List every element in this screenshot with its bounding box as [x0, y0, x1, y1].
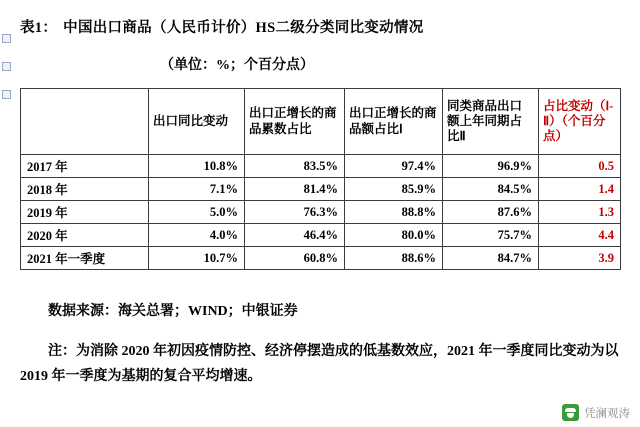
row-label: 2018 年 — [21, 178, 149, 201]
row-value: 88.6% — [345, 247, 443, 270]
row-value-change: 0.5 — [539, 155, 621, 178]
row-value: 83.5% — [245, 155, 345, 178]
row-value: 10.8% — [149, 155, 245, 178]
row-value: 75.7% — [443, 224, 539, 247]
table-row — [21, 247, 621, 270]
export-growth-table — [20, 88, 621, 270]
table-header-col1: 出口同比变动 — [149, 89, 245, 155]
row-value: 84.7% — [443, 247, 539, 270]
row-value: 87.6% — [443, 201, 539, 224]
table-header-row — [21, 89, 621, 155]
row-value: 4.0% — [149, 224, 245, 247]
margin-mark — [2, 62, 11, 71]
table-title-label: 表1： — [20, 20, 58, 36]
row-value-change: 4.4 — [539, 224, 621, 247]
row-value: 96.9% — [443, 155, 539, 178]
table-row — [21, 224, 621, 247]
row-value-change: 1.4 — [539, 178, 621, 201]
row-value: 7.1% — [149, 178, 245, 201]
source-line: 数据来源：海关总署；WIND；中银证券 — [48, 304, 298, 319]
row-label: 2020 年 — [21, 224, 149, 247]
row-value: 60.8% — [245, 247, 345, 270]
row-value: 88.8% — [345, 201, 443, 224]
row-value: 81.4% — [245, 178, 345, 201]
row-value: 97.4% — [345, 155, 443, 178]
table-title-text: 中国出口商品（人民币计价）HS二级分类同比变动情况 — [63, 20, 424, 36]
units-line: （单位：%；个百分点） — [160, 58, 314, 73]
row-value: 84.5% — [443, 178, 539, 201]
note-line: 注：为消除 2020 年初因疫情防控、经济停摆造成的低基数效应，2021 年一季度同比变动为以 2019 年一季度为基期的复合平均增速。 — [20, 344, 619, 384]
row-value-change: 3.9 — [539, 247, 621, 270]
watermark-label: 凭澜观涛 — [584, 407, 630, 420]
table-header-corner — [21, 89, 149, 155]
watermark — [562, 404, 630, 421]
row-value: 76.3% — [245, 201, 345, 224]
account-logo-icon — [562, 404, 579, 421]
row-value-change: 1.3 — [539, 201, 621, 224]
margin-mark — [2, 34, 11, 43]
table-row — [21, 155, 621, 178]
table-header-col5: 占比变动（Ⅰ-Ⅱ）（个百分点） — [539, 89, 621, 155]
row-value: 5.0% — [149, 201, 245, 224]
row-value: 80.0% — [345, 224, 443, 247]
table-title — [20, 16, 424, 37]
row-value: 10.7% — [149, 247, 245, 270]
table-row — [21, 178, 621, 201]
table-header-col2: 出口正增长的商品累数占比 — [245, 89, 345, 155]
table-header-col4: 同类商品出口额上年同期占比Ⅱ — [443, 89, 539, 155]
row-value: 85.9% — [345, 178, 443, 201]
row-label: 2017 年 — [21, 155, 149, 178]
row-label: 2019 年 — [21, 201, 149, 224]
margin-mark — [2, 90, 11, 99]
table-header-col3: 出口正增长的商品额占比Ⅰ — [345, 89, 443, 155]
row-value: 46.4% — [245, 224, 345, 247]
row-label: 2021 年一季度 — [21, 247, 149, 270]
table-row — [21, 201, 621, 224]
